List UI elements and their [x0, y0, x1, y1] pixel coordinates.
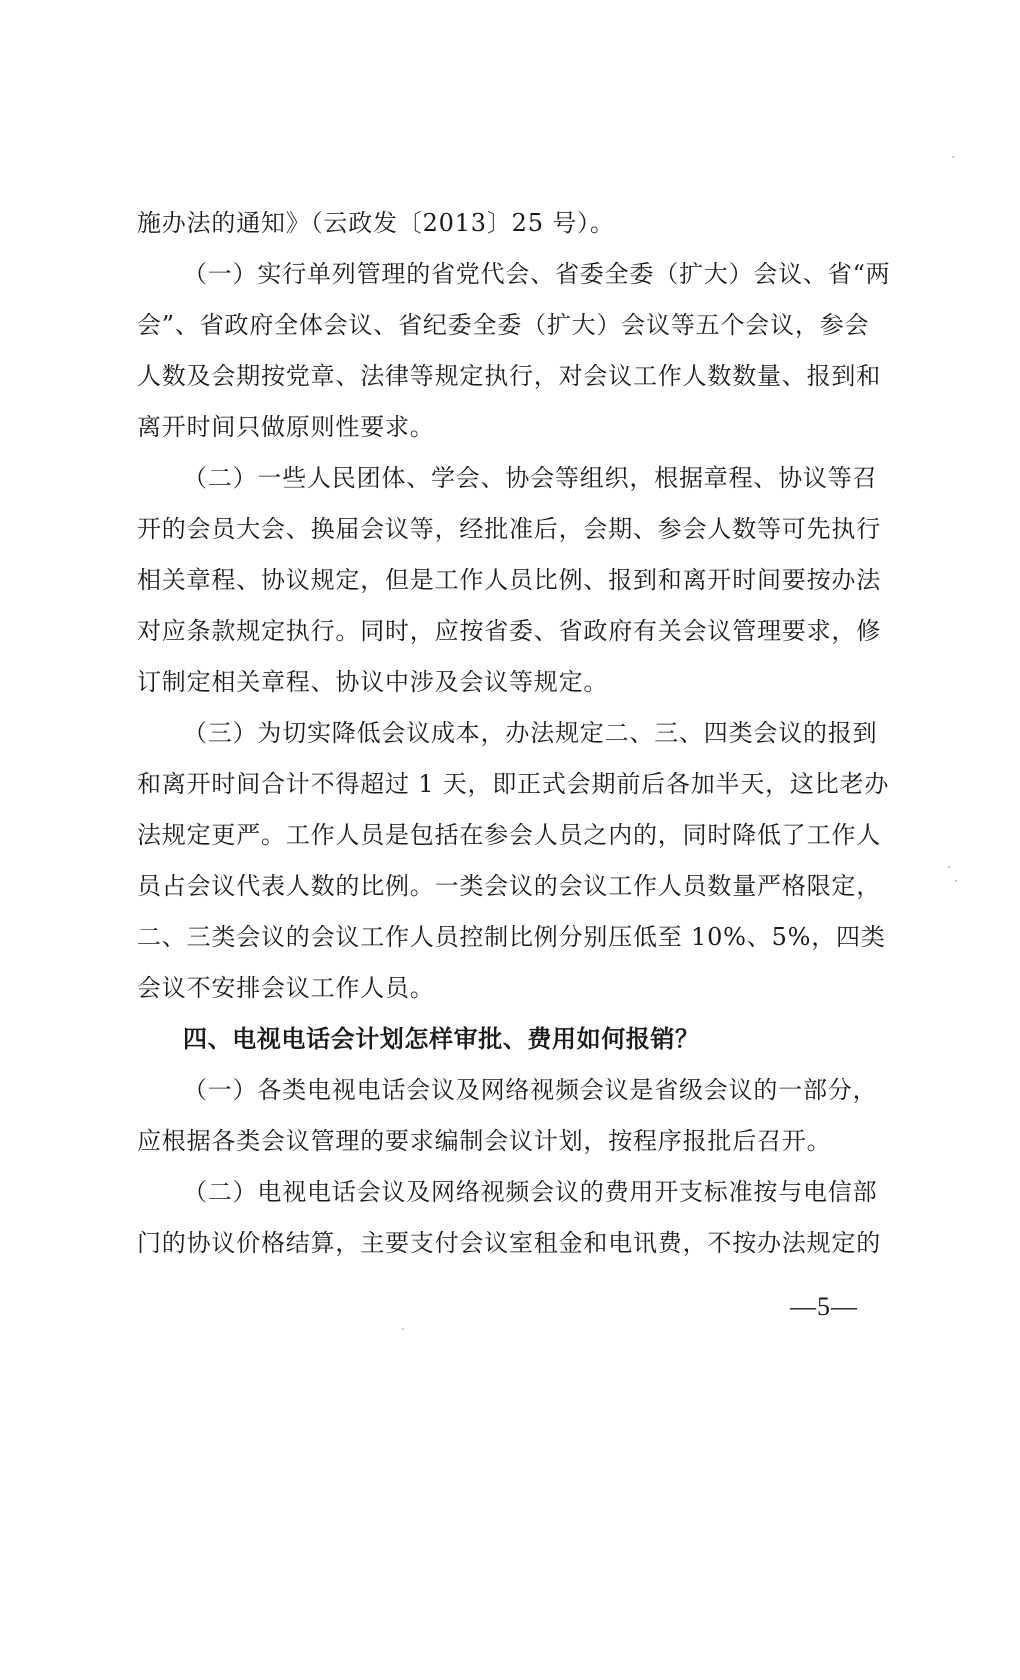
scan-speck [955, 880, 957, 882]
text-line: 法规定更严。工作人员是包括在参会人员之内的，同时降低了工作人 [137, 821, 881, 849]
page-number: —5— [790, 1292, 858, 1321]
text-line: 和离开时间合计不得超过 1 天，即正式会期前后各加半天，这比老办 [137, 770, 890, 798]
text-line: 对应条款规定执行。同时，应按省委、省政府有关会议管理要求，修 [137, 617, 881, 645]
text-line: 人数及会期按党章、法律等规定执行，对会议工作人数数量、报到和 [137, 362, 881, 390]
scan-speck [402, 1328, 404, 1330]
text-line: 离开时间只做原则性要求。 [137, 413, 435, 441]
text-line: 应根据各类会议管理的要求编制会议计划，按程序报批后召开。 [137, 1127, 832, 1155]
paragraph-1-1-start: （一）实行单列管理的省党代会、省委全委（扩大）会议、省“两 [183, 260, 891, 288]
text-line: 员占会议代表人数的比例。一类会议的会议工作人员数量严格限定， [137, 872, 881, 900]
text-line: 开的会员大会、换届会议等，经批准后，会期、参会人数等可先执行 [137, 515, 881, 543]
text-line: 施办法的通知》（云政发〔2013〕25 号）。 [137, 209, 615, 237]
text-line: 门的协议价格结算，主要支付会议室租金和电讯费，不按办法规定的 [137, 1229, 881, 1257]
section-4-heading: 四、电视电话会计划怎样审批、费用如何报销？ [183, 1025, 700, 1053]
scan-speck [948, 866, 950, 868]
paragraph-1-3-start: （三）为切实降低会议成本，办法规定二、三、四类会议的报到 [183, 719, 878, 747]
paragraph-1-2-start: （二）一些人民团体、学会、协会等组织，根据章程、协议等召 [183, 464, 878, 492]
text-line: 会议不安排会议工作人员。 [137, 974, 435, 1002]
paragraph-4-2-start: （二）电视电话会议及网络视频会议的费用开支标准按与电信部 [183, 1178, 878, 1206]
text-line: 订制定相关章程、协议中涉及会议等规定。 [137, 668, 609, 696]
text-line: 会”、省政府全体会议、省纪委全委（扩大）会议等五个会议，参会 [137, 311, 870, 339]
scan-speck [952, 156, 954, 158]
body-text [137, 198, 891, 1269]
paragraph-4-1-start: （一）各类电视电话会议及网络视频会议是省级会议的一部分， [183, 1076, 878, 1104]
text-line: 二、三类会议的会议工作人员控制比例分别压低至 10%、5%，四类 [137, 923, 886, 951]
text-line: 相关章程、协议规定，但是工作人员比例、报到和离开时间要按办法 [137, 566, 881, 594]
